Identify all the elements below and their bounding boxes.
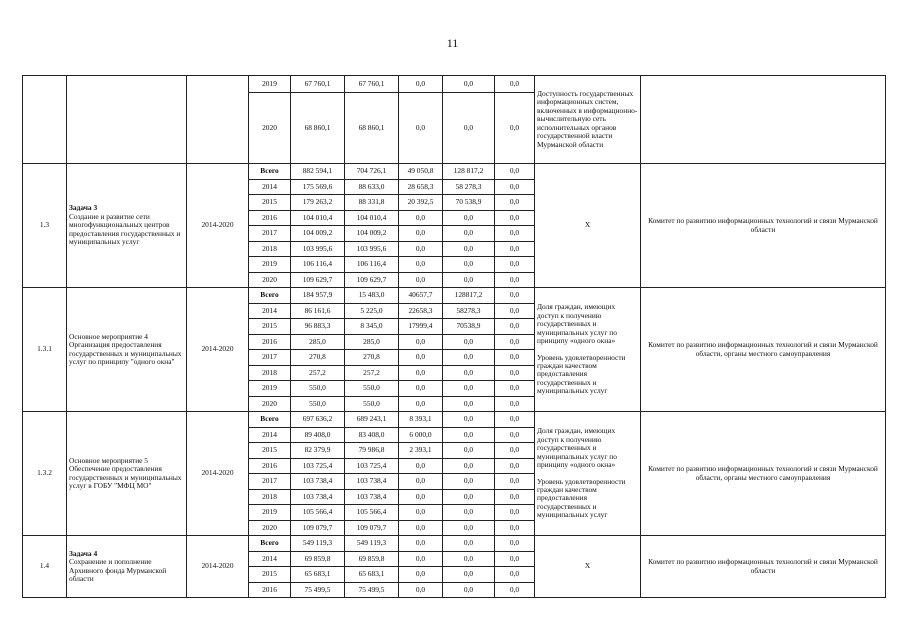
value-cell: 105 566,4 xyxy=(291,505,345,521)
value-cell: 0,0 xyxy=(443,272,495,288)
value-cell: 86 161,6 xyxy=(291,303,345,319)
value-cell: 28 658,3 xyxy=(399,179,443,195)
value-cell: 0,0 xyxy=(495,241,535,257)
value-cell: 104 009,2 xyxy=(345,226,399,242)
value-cell: 704 726,1 xyxy=(345,164,399,180)
value-cell: 0,0 xyxy=(399,210,443,226)
value-cell: 0,0 xyxy=(495,427,535,443)
name-cell xyxy=(67,288,187,412)
indicator-text: Уровень удовлетворенности граждан качеством предоставления государственных и муниципальных услуг xyxy=(537,476,626,520)
value-cell: 257,2 xyxy=(291,365,345,381)
value-cell: 0,0 xyxy=(443,257,495,273)
value-cell: 0,0 xyxy=(495,520,535,536)
value-cell: 550,0 xyxy=(345,396,399,412)
value-cell: 285,0 xyxy=(291,334,345,350)
code-cell: 1.3.2 xyxy=(23,412,67,536)
year-cell: 2016 xyxy=(249,210,291,226)
year-cell: Всего xyxy=(249,164,291,180)
value-cell: 88 331,8 xyxy=(345,195,399,211)
code-cell xyxy=(23,76,67,164)
value-cell: 0,0 xyxy=(495,489,535,505)
period-cell: 2014-2020 xyxy=(187,288,249,412)
year-cell: 2016 xyxy=(249,334,291,350)
value-cell: 0,0 xyxy=(399,350,443,366)
value-cell: 65 683,1 xyxy=(291,567,345,583)
value-cell: 175 569,6 xyxy=(291,179,345,195)
value-cell: 2 393,1 xyxy=(399,443,443,459)
value-cell: 689 243,1 xyxy=(345,412,399,428)
value-cell: 83 408,0 xyxy=(345,427,399,443)
value-cell: 550,0 xyxy=(291,381,345,397)
value-cell: 0,0 xyxy=(495,288,535,304)
value-cell: 882 594,1 xyxy=(291,164,345,180)
value-cell: 75 499,5 xyxy=(291,582,345,598)
responsible-cell xyxy=(641,76,886,164)
value-cell: 0,0 xyxy=(399,257,443,273)
name-text: Создание и развитие сети многофункциональных центров предоставления государственных и муниципальных услуг xyxy=(69,211,181,247)
value-cell: 105 566,4 xyxy=(345,505,399,521)
value-cell: 549 119,3 xyxy=(345,536,399,552)
task-title: Задача 4 xyxy=(69,548,98,558)
value-cell: 0,0 xyxy=(443,520,495,536)
value-cell: 0,0 xyxy=(495,334,535,350)
name-cell xyxy=(67,536,187,598)
year-cell: 2015 xyxy=(249,195,291,211)
value-cell: 0,0 xyxy=(495,164,535,180)
table-body xyxy=(23,76,886,598)
year-cell: 2017 xyxy=(249,474,291,490)
value-cell: 104 009,2 xyxy=(291,226,345,242)
year-cell: 2019 xyxy=(249,76,291,93)
year-cell: 2018 xyxy=(249,489,291,505)
value-cell: 20 392,5 xyxy=(399,195,443,211)
year-cell: 2017 xyxy=(249,350,291,366)
period-cell: 2014-2020 xyxy=(187,412,249,536)
value-cell: 0,0 xyxy=(443,226,495,242)
value-cell: 128817,2 xyxy=(443,288,495,304)
value-cell: 0,0 xyxy=(495,396,535,412)
year-cell: 2015 xyxy=(249,567,291,583)
value-cell: 0,0 xyxy=(443,427,495,443)
value-cell: 0,0 xyxy=(443,365,495,381)
value-cell: 285,0 xyxy=(345,334,399,350)
table-row xyxy=(23,412,886,428)
page-number: 11 xyxy=(446,36,459,50)
value-cell: 0,0 xyxy=(399,93,443,164)
year-cell: 2014 xyxy=(249,179,291,195)
value-cell: 70538,9 xyxy=(443,319,495,335)
value-cell: 0,0 xyxy=(495,381,535,397)
value-cell: 103 995,6 xyxy=(345,241,399,257)
value-cell: 0,0 xyxy=(443,443,495,459)
value-cell: 68 860,1 xyxy=(345,93,399,164)
value-cell: 0,0 xyxy=(495,195,535,211)
indicator-text: Доля граждан, имеющих доступ к получению государственных и муниципальных услуг по принципу «одного окна» xyxy=(537,426,617,470)
value-cell: 0,0 xyxy=(443,334,495,350)
value-cell: 179 263,2 xyxy=(291,195,345,211)
value-cell: 0,0 xyxy=(443,93,495,164)
value-cell: 0,0 xyxy=(495,272,535,288)
value-cell: 0,0 xyxy=(443,551,495,567)
value-cell: 67 760,1 xyxy=(345,76,399,93)
task-title: Задача 3 xyxy=(69,203,98,213)
value-cell: 0,0 xyxy=(399,241,443,257)
name-cell xyxy=(67,76,187,164)
value-cell: 49 050,8 xyxy=(399,164,443,180)
value-cell: 0,0 xyxy=(495,226,535,242)
value-cell: 69 859,8 xyxy=(345,551,399,567)
value-cell: 697 636,2 xyxy=(291,412,345,428)
code-cell: 1.3 xyxy=(23,164,67,288)
period-cell: 2014-2020 xyxy=(187,164,249,288)
year-cell: Всего xyxy=(249,412,291,428)
responsible-cell: Комитет по развитию информационных технологий и связи Мурманской области xyxy=(641,536,886,598)
value-cell: 0,0 xyxy=(399,334,443,350)
year-cell: 2014 xyxy=(249,303,291,319)
value-cell: 0,0 xyxy=(443,489,495,505)
value-cell: 0,0 xyxy=(399,582,443,598)
value-cell: 0,0 xyxy=(399,505,443,521)
value-cell: 0,0 xyxy=(495,505,535,521)
year-cell: 2018 xyxy=(249,241,291,257)
value-cell: 0,0 xyxy=(495,210,535,226)
responsible-cell: Комитет по развитию информационных технологий и связи Мурманской области xyxy=(641,164,886,288)
value-cell: 0,0 xyxy=(495,319,535,335)
program-table xyxy=(22,75,886,598)
value-cell: 22658,3 xyxy=(399,303,443,319)
value-cell: 109 629,7 xyxy=(291,272,345,288)
value-cell: 96 883,3 xyxy=(291,319,345,335)
period-cell: 2014-2020 xyxy=(187,536,249,598)
value-cell: 104 010,4 xyxy=(291,210,345,226)
year-cell: 2020 xyxy=(249,272,291,288)
value-cell: 0,0 xyxy=(495,412,535,428)
year-cell: 2017 xyxy=(249,226,291,242)
value-cell: 0,0 xyxy=(495,443,535,459)
value-cell: 0,0 xyxy=(495,474,535,490)
value-cell: 0,0 xyxy=(399,474,443,490)
name-cell xyxy=(67,412,187,536)
value-cell: 103 738,4 xyxy=(291,474,345,490)
value-cell: 0,0 xyxy=(495,458,535,474)
period-cell xyxy=(187,76,249,164)
code-cell: 1.4 xyxy=(23,536,67,598)
year-cell: 2015 xyxy=(249,443,291,459)
value-cell: 257,2 xyxy=(345,365,399,381)
value-cell: 109 079,7 xyxy=(291,520,345,536)
indicator-cell: Х xyxy=(535,164,641,288)
value-cell: 0,0 xyxy=(399,551,443,567)
table-row xyxy=(23,536,886,552)
value-cell: 0,0 xyxy=(399,226,443,242)
value-cell: 0,0 xyxy=(443,76,495,93)
value-cell: 68 860,1 xyxy=(291,93,345,164)
name-cell xyxy=(67,164,187,288)
value-cell: 270,8 xyxy=(345,350,399,366)
indicator-cell: Х xyxy=(535,536,641,598)
value-cell: 0,0 xyxy=(399,489,443,505)
indicator-cell xyxy=(535,412,641,536)
value-cell: 103 738,4 xyxy=(345,489,399,505)
value-cell: 109 079,7 xyxy=(345,520,399,536)
value-cell: 75 499,5 xyxy=(345,582,399,598)
value-cell: 0,0 xyxy=(399,365,443,381)
value-cell: 0,0 xyxy=(443,536,495,552)
year-cell: 2016 xyxy=(249,582,291,598)
year-cell: 2014 xyxy=(249,427,291,443)
value-cell: 0,0 xyxy=(495,93,535,164)
value-cell: 0,0 xyxy=(399,536,443,552)
responsible-cell: Комитет по развитию информационных технологий и связи Мурманской области, органы местного самоуправления xyxy=(641,288,886,412)
code-cell: 1.3.1 xyxy=(23,288,67,412)
value-cell: 69 859,8 xyxy=(291,551,345,567)
value-cell: 0,0 xyxy=(495,567,535,583)
value-cell: 0,0 xyxy=(495,179,535,195)
value-cell: 103 738,4 xyxy=(291,489,345,505)
value-cell: 109 629,7 xyxy=(345,272,399,288)
value-cell: 79 986,8 xyxy=(345,443,399,459)
value-cell: 0,0 xyxy=(399,567,443,583)
value-cell: 0,0 xyxy=(399,520,443,536)
value-cell: 104 010,4 xyxy=(345,210,399,226)
value-cell: 550,0 xyxy=(291,396,345,412)
value-cell: 0,0 xyxy=(399,272,443,288)
year-cell: 2020 xyxy=(249,396,291,412)
value-cell: 65 683,1 xyxy=(345,567,399,583)
value-cell: 0,0 xyxy=(443,350,495,366)
value-cell: 15 483,0 xyxy=(345,288,399,304)
value-cell: 0,0 xyxy=(399,396,443,412)
value-cell: 550,0 xyxy=(345,381,399,397)
value-cell: 0,0 xyxy=(495,536,535,552)
value-cell: 8 345,0 xyxy=(345,319,399,335)
value-cell: 270,8 xyxy=(291,350,345,366)
value-cell: 70 538,9 xyxy=(443,195,495,211)
year-cell: 2020 xyxy=(249,93,291,164)
value-cell: 103 725,4 xyxy=(291,458,345,474)
value-cell: 106 116,4 xyxy=(291,257,345,273)
value-cell: 0,0 xyxy=(443,412,495,428)
value-cell: 58278,3 xyxy=(443,303,495,319)
value-cell: 89 408,0 xyxy=(291,427,345,443)
indicator-cell: Доступность государственных информационных систем, включенных в информационно-вычислительную сеть исполнительных органов государственной власти Мурманской области xyxy=(535,76,641,164)
value-cell: 17999,4 xyxy=(399,319,443,335)
value-cell: 40657,7 xyxy=(399,288,443,304)
value-cell: 6 000,0 xyxy=(399,427,443,443)
value-cell: 0,0 xyxy=(443,505,495,521)
table-row xyxy=(23,76,886,93)
value-cell: 106 116,4 xyxy=(345,257,399,273)
year-cell: 2015 xyxy=(249,319,291,335)
value-cell: 0,0 xyxy=(443,458,495,474)
value-cell: 0,0 xyxy=(495,365,535,381)
value-cell: 0,0 xyxy=(495,350,535,366)
year-cell: 2018 xyxy=(249,365,291,381)
value-cell: 128 817,2 xyxy=(443,164,495,180)
responsible-cell: Комитет по развитию информационных технологий и связи Мурманской области, органы местного самоуправления xyxy=(641,412,886,536)
value-cell: 103 725,4 xyxy=(345,458,399,474)
value-cell: 5 225,0 xyxy=(345,303,399,319)
year-cell: 2014 xyxy=(249,551,291,567)
value-cell: 0,0 xyxy=(495,303,535,319)
value-cell: 184 957,9 xyxy=(291,288,345,304)
value-cell: 67 760,1 xyxy=(291,76,345,93)
value-cell: 58 278,3 xyxy=(443,179,495,195)
year-cell: 2019 xyxy=(249,257,291,273)
value-cell: 0,0 xyxy=(495,76,535,93)
year-cell: 2020 xyxy=(249,520,291,536)
value-cell: 0,0 xyxy=(495,257,535,273)
value-cell: 88 633,0 xyxy=(345,179,399,195)
value-cell: 0,0 xyxy=(399,458,443,474)
value-cell: 103 995,6 xyxy=(291,241,345,257)
year-cell: Всего xyxy=(249,536,291,552)
indicator-text: Доля граждан, имеющих доступ к получению государственных и муниципальных услуг по принципу «одного окна» xyxy=(537,302,617,346)
indicator-cell xyxy=(535,288,641,412)
value-cell: 0,0 xyxy=(399,381,443,397)
year-cell: 2019 xyxy=(249,381,291,397)
table-row xyxy=(23,164,886,180)
value-cell: 0,0 xyxy=(443,474,495,490)
year-cell: 2016 xyxy=(249,458,291,474)
year-cell: 2019 xyxy=(249,505,291,521)
value-cell: 0,0 xyxy=(495,551,535,567)
name-text: Сохранение и пополнение Архивного фонда Мурманской области xyxy=(69,557,167,583)
value-cell: 0,0 xyxy=(443,381,495,397)
value-cell: 0,0 xyxy=(443,241,495,257)
value-cell: 549 119,3 xyxy=(291,536,345,552)
value-cell: 8 393,1 xyxy=(399,412,443,428)
name-text: Основное мероприятие 4 Организация предоставления государственных и муниципальных услуг по принципу "одного окна" xyxy=(69,331,182,366)
value-cell: 0,0 xyxy=(443,210,495,226)
name-text: Основное мероприятие 5 Обеспечение предоставления государственных и муниципальных услуг в ГОБУ "МФЦ МО" xyxy=(69,455,182,490)
value-cell: 82 379,9 xyxy=(291,443,345,459)
table-row xyxy=(23,288,886,304)
value-cell: 0,0 xyxy=(399,76,443,93)
indicator-text: Уровень удовлетворенности граждан качеством предоставления государственных и муниципальных услуг xyxy=(537,352,626,396)
value-cell: 0,0 xyxy=(443,582,495,598)
year-cell: Всего xyxy=(249,288,291,304)
value-cell: 0,0 xyxy=(443,396,495,412)
value-cell: 103 738,4 xyxy=(345,474,399,490)
value-cell: 0,0 xyxy=(443,567,495,583)
value-cell: 0,0 xyxy=(495,582,535,598)
